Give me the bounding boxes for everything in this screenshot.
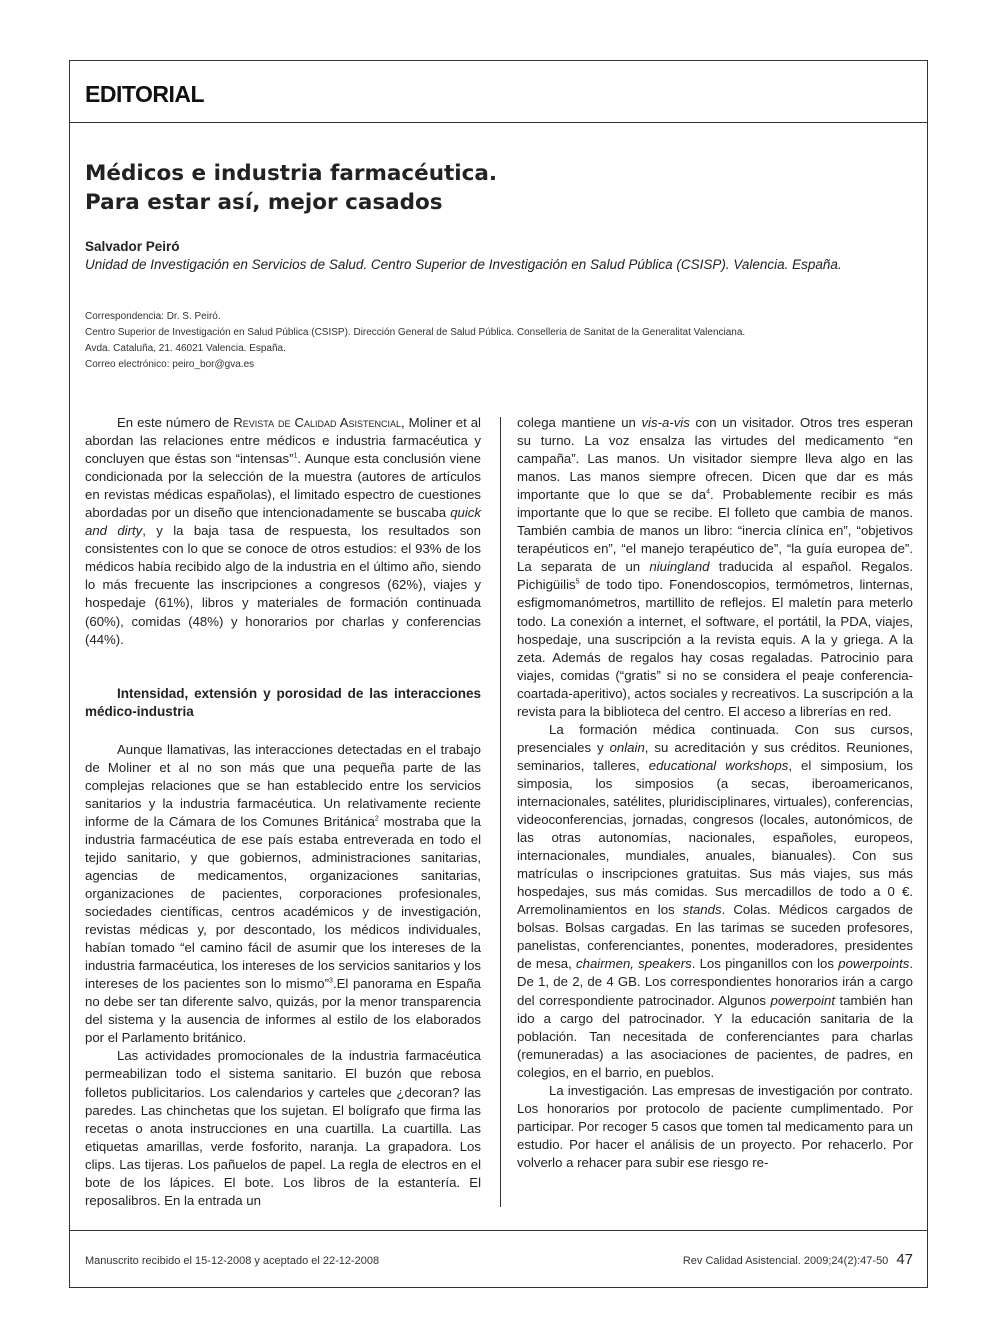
reference-marker: 1 [293, 452, 298, 460]
reference-marker: 4 [706, 488, 710, 496]
body-paragraph: colega mantiene un vis-a-vis con un visitador. Otros tres esperan su turno. La voz ensalza las virtudes del medicamento “en campaña”. Las manos. Un visitador siempre lleva algo en las manos. Las manos siempre ofrecen. Dicen que dar es más importante que lo que se $da^4$. Probablemente recibir es más importante que lo que se recibe. El folleto que cambia de manos. También cambia de manos un libro: “inercia clínica en”, “objetivos terapéuticos en”, “el manejo terapéutico de”, “la guía europea de”. La separata de un niuingland traducida al español. Regalos. Pichigüilis$^5$ de todo tipo. Fonendoscopios, termómetros, linternas, esfigmomanómetros, martillito de reflejos. El maletín para meterlo todo. La conexión a internet, el software, el portátil, la PDA, viajes, hospedaje, una suscripción a la revista equis. A la y griega. A la zeta. Además de regalos hay cosas regaladas. Patrocinio para viajes, comidas (“gratis” si no se considera el peaje conferencia-coartada-aperitivo), actos sociales y recreativos. La suscripción a la revista para la biblioteca del centro. El acceso a librerías en red. [517, 415, 914, 719]
column-divider [500, 417, 501, 1207]
section-label: EDITORIAL [85, 81, 205, 107]
manuscript-dates: Manuscrito recibido el 15-12-2008 y aceptado el 22-12-2008 [85, 1255, 380, 1267]
correspondence-line: Centro Superior de Investigación en Salud Pública (CSISP). Dirección General de Salud Pública. Conselleria de Sanitat de la Generalitat Valenciana. [85, 327, 746, 338]
section-heading: Intensidad, extensión y porosidad de las interacciones médico-industria [85, 685, 481, 719]
correspondence-block [85, 309, 920, 373]
author-name: Salvador Peiró [85, 239, 180, 254]
page-number: 47 [896, 1251, 913, 1268]
journal-citation: Rev Calidad Asistencial. 2009;24(2):47-50 47 [682, 1251, 913, 1268]
body-column-left [85, 414, 481, 1210]
body-paragraph: Aunque llamativas, las interacciones detectadas en el trabajo de Moliner et al no son más que una pequeña parte de las complejas relaciones que se han establecido entre los servicios sanitarios y la industria farmacéutica. Un relativamente reciente informe de la Cámara de los Comunes Británica$^2$ mostraba que la industria farmacéutica de ese país estaba entreverada en todo el tejido sanitario, y que gobiernos, administraciones sanitarias, agencias de medicamentos, organizaciones sanitarias, organizaciones de pacientes, corporaciones profesionales, sociedades científicas, centros académicos y de investigación, revistas médicas y, por descontado, los médicos individuales, habían tomado “el camino fácil de asumir que los intereses de la industria farmacéutica, los intereses de los servicios sanitarios y los intereses de los pacientes son lo mismo”$^3$.El panorama en España no debe ser tan diferente salvo, quizás, por la menor transparencia del sistema y la ausencia de informes al estilo de los elaborados por el Parlamento británico. [85, 741, 481, 1046]
article-title [85, 159, 915, 217]
body-column-right [517, 414, 913, 1172]
body-paragraph: La formación médica continuada. Con sus cursos, presenciales y onlain, su acreditación y sus créditos. Reuniones, seminarios, talleres, educational workshops, el simposium, los simposia, los simposios (a secas, iberoamericanos, internacionales, satélites, pluridisciplinares, virtuales), conferencias, videoconferencias, jornadas, congresos (locales, autonómicos, de las otras autonomías, nacionales, españoles, europeos, internacionales, mundiales, anuales, bianuales). Con sus matrículas o inscripciones gratuitas. Sus más viajes, sus más hospedajes, sus más comidas. Sus mercadillos de todo a 0 €. Arremolinamientos en los stands. Colas. Médicos cargados de bolsas. Bolsas cargadas. En las tarimas se suceden profesores, panelistas, conferenciantes, ponentes, moderadores, presidentes de mesa, chairmen, speakers. Los pinganillos con los powerpoints. De 1, de 2, de 4 GB. Los correspondientes honorarios irán a cargo del correspondiente patrocinador. Algunos powerpoint también han ido a cargo del patrocinador. Y la educación sanitaria de la población. Tan necesitada de conferenciantes para charlas (remuneradas) a las asociaciones de pacientes, de padres, en colegios, en el barrio, en pueblos. [517, 721, 914, 1080]
reference-marker: 2 [374, 815, 379, 823]
reference-marker: 5 [575, 579, 580, 587]
title-line-1: Médicos e industria farmacéutica. [85, 161, 498, 186]
correspondence-line: Correspondencia: Dr. S. Peiró. [85, 311, 221, 322]
correspondence-email: Correo electrónico: peiro_bor@gva.es [85, 359, 255, 370]
footer-divider [70, 1230, 927, 1231]
reference-marker: 3 [329, 977, 333, 985]
body-paragraph: Las actividades promocionales de la industria farmacéutica permeabilizan todo el sistema sanitario. El buzón que rebosa folletos publicitarios. Los calendarios y carteles que ¿decoran? las paredes. Las chinchetas que los sujetan. El bolígrafo que firma las recetas o anota instrucciones en una cuartilla. La cuartilla. Las etiquetas amarillas, verde fosforito, naranja. La grapadora. Los clips. Las tijeras. Los pañuelos de papel. La regla de electros en el bote de los lápices. El bote. Los libros de la estantería. El reposalibros. En la entrada un [85, 1048, 481, 1208]
body-paragraph: En este número de Revista de Calidad Asistencial, Moliner et al abordan las relaciones entre médicos e industria farmacéutica y concluyen que éstas son “intensas”$^1$. Aunque esta conclusión viene condicionada por la selección de la muestra (autores de artículos en revistas médicas españolas), el limitado espectro de cuestiones abordadas por un diseño que intencionadamente se buscaba quick and dirty, y la baja tasa de respuesta, los resultados son consistentes con lo que se conoce de otros estudios: el 93% de los médicos había recibido algo de la industria en el último año, siendo lo más frecuente las inscripciones a congresos (62%), viajes y hospedaje (61%), libros y materiales de formación continuada (60%), comidas (48%) y honorarios por charlas y conferencias (44%). [85, 415, 481, 647]
correspondence-line: Avda. Cataluña, 21. 46021 Valencia. España. [85, 343, 286, 354]
body-paragraph: La investigación. Las empresas de investigación por contrato. Los honorarios por protocolo de paciente cumplimentado. Por participar. Por recoger 5 casos que tomen tal medicamento para un estudio. Por hacer el análisis de un proyecto. Por rehacerlo. Por volverlo a rehacer para subir ese riesgo re- [517, 1082, 913, 1170]
title-line-2: Para estar así, mejor casados [85, 190, 443, 215]
author-affiliation: Unidad de Investigación en Servicios de Salud. Centro Superior de Investigación en Salud Pública (CSISP). Valencia. España. [85, 257, 842, 272]
section-header [70, 61, 927, 123]
journal-name: Revista de Calidad Asistencial [233, 415, 401, 430]
page-frame [69, 60, 928, 1288]
